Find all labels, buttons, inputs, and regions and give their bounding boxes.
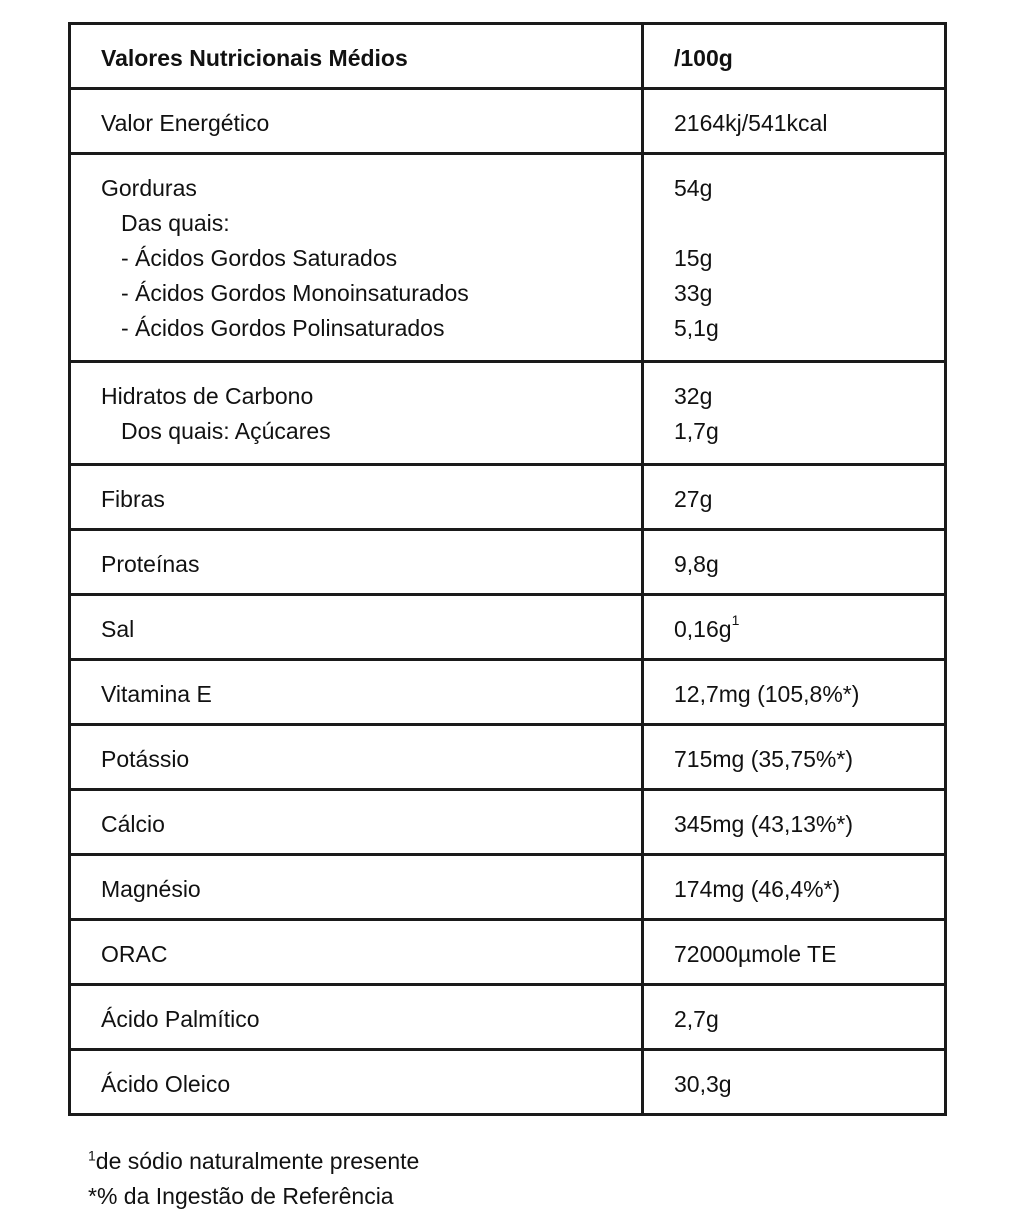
row-label-palmitic: Ácido Palmítico [70, 985, 643, 1050]
row-value-oleic: 30,3g [643, 1050, 946, 1115]
table-row [70, 1050, 946, 1115]
nutrition-table [68, 22, 947, 1116]
row-value-fats [643, 154, 946, 362]
row-value-palmitic: 2,7g [643, 985, 946, 1050]
mono-value: 33g [674, 280, 713, 306]
header-label: Valores Nutricionais Médios [70, 24, 643, 89]
row-label-calcium: Cálcio [70, 790, 643, 855]
saturated-label: - Ácidos Gordos Saturados [121, 245, 398, 271]
table-row [70, 790, 946, 855]
table-row [70, 89, 946, 154]
row-value-protein: 9,8g [643, 530, 946, 595]
carbs-value: 32g [674, 383, 713, 409]
row-label-salt: Sal [70, 595, 643, 660]
sugars-value: 1,7g [674, 418, 719, 444]
fats-spacer [674, 206, 944, 241]
row-label-energy: Valor Energético [70, 89, 643, 154]
salt-value: 0,16g [674, 616, 732, 642]
row-label-oleic: Ácido Oleico [70, 1050, 643, 1115]
row-value-salt [643, 595, 946, 660]
row-label-orac: ORAC [70, 920, 643, 985]
carbs-label: Hidratos de Carbono [101, 383, 314, 409]
table-row [70, 855, 946, 920]
table-row [70, 985, 946, 1050]
row-label-potassium: Potássio [70, 725, 643, 790]
footnote-2: *% da Ingestão de Referência [88, 1183, 394, 1209]
footnote-1 [88, 1144, 419, 1179]
table-row [70, 595, 946, 660]
poly-value: 5,1g [674, 315, 719, 341]
row-value-carbs [643, 362, 946, 465]
poly-label: - Ácidos Gordos Polinsaturados [121, 315, 445, 341]
row-label-magnesium: Magnésio [70, 855, 643, 920]
row-value-potassium: 715mg (35,75%*) [643, 725, 946, 790]
saturated-value: 15g [674, 245, 713, 271]
footnote-1-mark: 1 [88, 1147, 96, 1164]
table-row [70, 362, 946, 465]
table-row [70, 920, 946, 985]
row-label-fibre: Fibras [70, 465, 643, 530]
row-label-fats [70, 154, 643, 362]
row-value-orac: 72000µmole TE [643, 920, 946, 985]
fats-label: Gorduras [101, 175, 197, 201]
salt-footnote-mark: 1 [731, 612, 740, 629]
table-row [70, 725, 946, 790]
row-label-carbs [70, 362, 643, 465]
row-value-magnesium: 174mg (46,4%*) [643, 855, 946, 920]
row-value-calcium: 345mg (43,13%*) [643, 790, 946, 855]
fats-of-which: Das quais: [121, 210, 230, 236]
table-row [70, 154, 946, 362]
table-header-row [70, 24, 946, 89]
sugars-label: Dos quais: Açúcares [121, 418, 331, 444]
row-label-protein: Proteínas [70, 530, 643, 595]
mono-label: - Ácidos Gordos Monoinsaturados [121, 280, 469, 306]
row-value-fibre: 27g [643, 465, 946, 530]
header-unit: /100g [643, 24, 946, 89]
footnote-1-text: de sódio naturalmente presente [95, 1148, 420, 1174]
row-value-energy: 2164kj/541kcal [643, 89, 946, 154]
table-row [70, 465, 946, 530]
table-row [70, 530, 946, 595]
row-label-vitamin-e: Vitamina E [70, 660, 643, 725]
fats-value: 54g [674, 175, 713, 201]
footnotes [88, 1144, 419, 1214]
row-value-vitamin-e: 12,7mg (105,8%*) [643, 660, 946, 725]
table-row [70, 660, 946, 725]
